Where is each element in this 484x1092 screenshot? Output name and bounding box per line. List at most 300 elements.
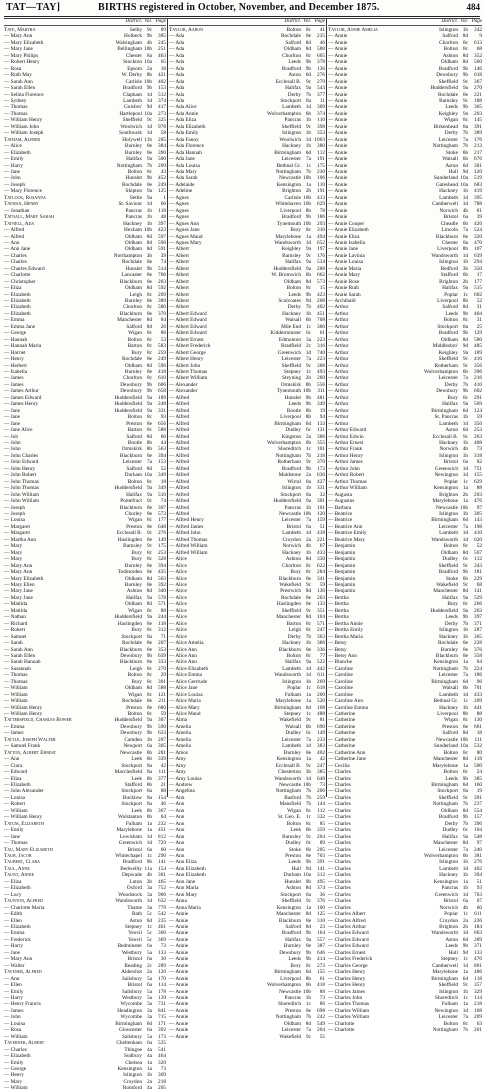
entry-page: 144: [317, 801, 325, 808]
entry-volume: 9b: [462, 330, 468, 337]
entry-page: 622: [317, 562, 325, 569]
entry-volume: 9a: [463, 285, 468, 292]
entry-volume: 1b: [146, 214, 152, 221]
entry-volume: 9a: [306, 265, 311, 272]
entry-district: Sunderland: [433, 175, 458, 182]
entry-volume: 8c: [147, 678, 152, 685]
entry-volume: 8d: [305, 1020, 311, 1027]
entry-district: Salford: [442, 304, 458, 311]
entry-page: 189: [158, 394, 166, 401]
entry-district: Manchester: [117, 317, 142, 324]
entry-page: 613: [474, 39, 482, 46]
entry-page: 232: [158, 820, 166, 827]
entry-district: Blackburn: [119, 659, 142, 666]
entry-page: 121: [158, 691, 166, 698]
entry-district: Sheffield: [438, 794, 458, 801]
entry-name: — Ada: [169, 78, 185, 85]
entry-volume: 4b: [462, 446, 468, 453]
entry-page: 136: [317, 65, 325, 72]
entry-page: 386: [317, 640, 325, 647]
entry-volume: 8d: [462, 756, 468, 763]
entry-name: — Arthur: [328, 369, 349, 376]
entry-page: 59: [476, 414, 482, 421]
entry-volume: 8c: [147, 549, 152, 556]
entry-volume: 8d: [305, 39, 311, 46]
entry-name: — Mary Ann: [4, 956, 33, 963]
entry-district: Tynemouth: [276, 220, 301, 227]
entry-name: — Eliza: [4, 878, 22, 885]
entry-name: — Samuel: [4, 633, 27, 640]
entry-volume: 8e: [147, 646, 152, 653]
entry-name: — Beatrice: [328, 517, 353, 524]
entry-name: — Charles: [328, 840, 351, 847]
entry-name: — Thomas: [4, 678, 28, 685]
entry-page: 549: [317, 1020, 325, 1027]
entry-page: 662: [317, 272, 325, 279]
column-header: [328, 19, 482, 26]
entry-volume: 6d: [305, 420, 311, 427]
entry-district: Leek: [131, 756, 142, 763]
entry-page: 205: [317, 846, 325, 853]
entry-district: Hunslet: [125, 265, 142, 272]
entry-page: 73: [476, 446, 482, 453]
entry-district: Oldham: [124, 362, 142, 369]
entry-page: 88: [476, 485, 482, 492]
entry-volume: 7a: [463, 227, 468, 234]
entry-name: — Alice: [169, 633, 187, 640]
entry-page: 88: [160, 607, 166, 614]
entry-volume: 1b: [146, 736, 152, 743]
entry-volume: 6d: [305, 704, 311, 711]
entry-volume: 1b: [146, 1072, 152, 1079]
entry-name: — Clara: [4, 762, 23, 769]
entry-volume: 6b: [462, 575, 468, 582]
entry-page: 556: [317, 381, 325, 388]
entry-page: 629: [474, 478, 482, 485]
entry-page: 369: [158, 1072, 166, 1079]
entry-volume: 1b: [462, 988, 468, 995]
entry-volume: 7b: [462, 143, 468, 150]
entry-name: — Ada: [169, 39, 185, 46]
entry-page: 376: [474, 646, 482, 653]
entry-name: — Ann: [4, 975, 20, 982]
entry-name: — Charles Henry: [328, 982, 366, 989]
entry-volume: 8e: [147, 504, 152, 511]
entry-name: — Ada Hannah: [169, 149, 202, 156]
entry-name: — Alfred: [169, 427, 190, 434]
entry-district: Hackney: [282, 143, 301, 150]
entry-district: Birmingham: [274, 704, 301, 711]
table-row: [328, 1027, 482, 1033]
entry-page: 96: [476, 678, 482, 685]
entry-volume: 8e: [147, 523, 152, 530]
entry-volume: 4b: [305, 543, 311, 550]
entry-name: — Bertha Maria: [328, 633, 363, 640]
entry-volume: 8c: [147, 304, 152, 311]
entry-district: Bury: [447, 601, 458, 608]
entry-name: — Alfred: [169, 414, 190, 421]
entry-volume: 8a: [306, 478, 311, 485]
entry-page: 305: [158, 743, 166, 750]
entry-volume: 9c: [463, 78, 468, 85]
entry-district: Bedwellty: [120, 865, 142, 872]
entry-volume: 7b: [305, 801, 311, 808]
entry-name: — Ada Sarah: [169, 175, 198, 182]
entry-page: 242: [317, 1014, 325, 1021]
entry-district: Dewsbury: [120, 723, 142, 730]
entry-district: Rotherham: [277, 459, 301, 466]
entry-name: — William: [4, 807, 28, 814]
entry-page: 218: [474, 1001, 482, 1008]
entry-page: 61: [319, 975, 325, 982]
entry-district: Keighley: [438, 110, 458, 117]
entry-name: — Alice: [169, 620, 187, 627]
entry-district: Wandsworth: [274, 672, 301, 679]
entry-name: — Alfred: [169, 446, 190, 453]
entry-name: Taylor, Annie Amelia: [328, 27, 378, 33]
entry-district: Hartlepool: [119, 110, 142, 117]
entry-name: — Albert: [169, 298, 189, 305]
entry-district: Salford: [442, 730, 458, 737]
entry-volume: 10b: [303, 988, 311, 995]
entry-district: Aston: [288, 72, 301, 79]
entry-page: 349: [158, 485, 166, 492]
entry-page: 44: [160, 440, 166, 446]
entry-district: Leicester: [281, 156, 301, 163]
entry-district: Islington: [439, 859, 458, 866]
entry-name: — Annie Louisa: [328, 259, 364, 266]
entry-district: Rochdale: [280, 33, 301, 40]
entry-page: 114: [158, 982, 166, 989]
entry-name: — Blanche: [328, 659, 352, 666]
entry-volume: 4b: [462, 207, 468, 214]
entry-district: Sheffield: [438, 356, 458, 363]
entry-name: — Henry Francis: [4, 1001, 41, 1008]
entry-volume: 1d: [305, 672, 311, 679]
entry-volume: 6b: [305, 723, 311, 730]
entry-page: 371: [474, 620, 482, 627]
entry-district: Pancras: [125, 214, 142, 221]
entry-name: — Alfred Henry: [169, 517, 204, 524]
entry-name: — Amelia: [169, 730, 191, 737]
entry-district: Oxford: [126, 885, 142, 892]
entry-name: — Elizabeth: [4, 1053, 31, 1060]
entry-volume: 7b: [462, 1027, 468, 1034]
entry-name: — Alfred John: [169, 530, 201, 537]
entry-volume: 10b: [144, 227, 152, 234]
entry-name: Taul, Anne: [4, 865, 30, 872]
entry-page: 355: [317, 440, 325, 446]
entry-volume: 1c: [463, 478, 468, 485]
entry-district: Chester: [125, 52, 142, 59]
entry-volume: 9c: [306, 607, 311, 614]
entry-page: 216: [474, 375, 482, 382]
entry-name: — Annie: [328, 104, 348, 111]
entry-volume: 7a: [306, 517, 311, 524]
entry-district: Rochdale: [280, 594, 301, 601]
entry-volume: 5a: [147, 949, 152, 956]
entry-district: Headington: [117, 1007, 142, 1014]
entry-volume: 9b: [305, 930, 311, 937]
entry-page: 414: [317, 956, 325, 963]
entry-volume: 8c: [147, 427, 152, 434]
entry-volume: 7b: [305, 452, 311, 459]
entry-volume: 8c: [147, 349, 152, 356]
entry-name: — Ann: [169, 814, 185, 821]
entry-name: — Ada Jane: [169, 156, 195, 163]
entry-name: — Elizabeth: [4, 291, 31, 298]
entry-name: — Agnes Ann: [169, 220, 200, 227]
entry-page: 596: [158, 362, 166, 369]
entry-district: Depwade: [121, 872, 142, 879]
entry-volume: 8a: [463, 323, 468, 330]
entry-page: 106: [317, 175, 325, 182]
entry-district: Oldham: [124, 233, 142, 240]
entry-page: 112: [474, 556, 482, 563]
entry-name: — Betsy: [328, 646, 347, 653]
entry-name: — Ann: [4, 756, 20, 763]
entry-name: — Robert: [4, 627, 26, 634]
entry-page: 114: [474, 994, 482, 1001]
entry-page: 63: [476, 1020, 482, 1027]
entry-page: 369: [317, 104, 325, 111]
entry-name: — Emma: [4, 723, 25, 730]
entry-district: Aston: [445, 936, 458, 943]
entry-name: — Arthur: [328, 362, 349, 369]
entry-page: 68: [476, 581, 482, 588]
entry-volume: 8c: [147, 665, 152, 672]
entry-page: 419: [474, 188, 482, 195]
entry-district: Halifax: [442, 833, 458, 840]
entry-page: 330: [317, 556, 325, 563]
entry-name: — Alice: [169, 614, 187, 621]
column-header-name: [4, 19, 98, 25]
entry-name: — Annie Ruth: [328, 285, 359, 292]
entry-district: Newcastle: [119, 749, 142, 756]
entry-district: Blackburn: [119, 646, 142, 653]
entry-name: — Ann Mary: [169, 891, 198, 898]
entry-volume: 8c: [463, 1020, 468, 1027]
entry-volume: 9c: [306, 833, 311, 840]
entry-name: — Ada Florence: [169, 143, 205, 150]
entry-name: — Annie Sarah: [328, 291, 361, 298]
entry-page: 251: [158, 46, 166, 53]
entry-volume: 6b: [305, 440, 311, 446]
entry-page: 82: [476, 459, 482, 466]
entry-name: — Walter: [4, 962, 25, 969]
entry-volume: 2a: [147, 1078, 152, 1085]
entry-page: 141: [474, 588, 482, 595]
entry-district: Walsall: [285, 723, 301, 730]
entry-volume: 9a: [147, 194, 152, 201]
entry-volume: 9b: [146, 381, 152, 388]
entry-name: — Alice Ann: [169, 646, 197, 653]
entry-page: 563: [158, 446, 166, 453]
entry-volume: 8e: [463, 91, 468, 98]
entry-volume: 8c: [306, 562, 311, 569]
entry-district: Leicester: [438, 375, 458, 382]
entry-name: — Nathan: [4, 614, 26, 621]
entry-name: — Annie: [169, 930, 189, 937]
entry-volume: 8c: [306, 227, 311, 234]
entry-page: 481: [317, 394, 325, 401]
entry-page: 133: [317, 601, 325, 608]
entry-district: Blackburn: [278, 575, 301, 582]
entry-district: Islington: [282, 130, 301, 137]
entry-page: 486: [474, 969, 482, 976]
entry-page: 365: [474, 104, 482, 111]
entry-name: — Charles: [328, 801, 351, 808]
entry-name: — Charles: [328, 807, 351, 814]
entry-page: 636: [317, 472, 325, 479]
entry-district: Wandsworth: [431, 252, 458, 259]
entry-page: 175: [158, 543, 166, 550]
entry-volume: 2b: [462, 278, 468, 285]
entry-name: — Ada: [169, 59, 185, 66]
entry-volume: 1a: [147, 1059, 152, 1066]
entry-name: — Annie: [328, 201, 348, 208]
entry-district: Leek: [290, 827, 301, 834]
entry-page: 433: [474, 691, 482, 698]
entry-district: Huddersfield: [430, 85, 458, 92]
entry-name: — Ellen: [4, 917, 22, 924]
entry-name: — Annie: [169, 943, 189, 950]
entry-volume: 6a: [147, 1040, 152, 1047]
entry-name: — Arthur: [328, 304, 349, 311]
entry-page: 343: [474, 562, 482, 569]
entry-district: Wakefield: [279, 581, 301, 588]
entry-page: 41: [319, 27, 325, 33]
entry-page: 629: [317, 201, 325, 208]
entry-volume: 9b: [462, 310, 468, 317]
entry-page: 353: [317, 130, 325, 137]
entry-district: Norwich: [282, 543, 301, 550]
entry-volume: 8d: [146, 285, 152, 292]
entry-page: 120: [158, 969, 166, 976]
entry-name: — Arthur: [328, 375, 349, 382]
entry-district: Hackney: [123, 220, 142, 227]
entry-district: Walsall: [442, 156, 458, 163]
entry-volume: 1c: [306, 323, 311, 330]
entry-page: 203: [474, 110, 482, 117]
entry-name: — Amy: [169, 756, 186, 763]
page-header: [6, 2, 480, 16]
entry-district: Preston: [126, 523, 142, 530]
entry-name: — Charles Henry: [328, 975, 366, 982]
entry-volume: 8d: [146, 685, 152, 692]
entry-name: — Charles John: [328, 994, 363, 1001]
entry-page: 529: [474, 594, 482, 601]
entry-volume: 8a: [463, 123, 468, 130]
entry-page: 494: [317, 233, 325, 240]
entry-district: Burnley: [124, 298, 142, 305]
entry-page: 177: [158, 517, 166, 524]
entry-page: 316: [317, 343, 325, 350]
entry-district: Halifax: [126, 491, 142, 498]
entry-volume: 9b: [146, 859, 152, 866]
entry-name: — John: [4, 446, 21, 453]
entry-district: Newington: [434, 472, 458, 479]
column-header-vol: Vol.: [303, 19, 311, 24]
entry-volume: 9d: [305, 865, 311, 872]
entry-district: Halifax: [285, 85, 301, 92]
entry-volume: 1c: [463, 291, 468, 298]
entry-name: — Alfred: [169, 472, 190, 479]
entry-volume: 6d: [462, 162, 468, 169]
entry-district: Bedford: [440, 265, 458, 272]
entry-district: Leeds: [445, 104, 458, 111]
entry-name: Taunt, Annie: [4, 872, 35, 879]
entry-district: Chorlton: [282, 52, 301, 59]
entry-district: Burnley: [124, 149, 142, 156]
entry-name: — Mary Jane: [4, 588, 33, 595]
entry-page: 191: [317, 188, 325, 195]
entry-name: — Bertha: [328, 601, 349, 608]
entry-district: Stockport: [437, 788, 458, 795]
entry-volume: 10b: [303, 201, 311, 208]
entry-district: Wycombe: [120, 1001, 142, 1008]
entry-name: — Charles James: [328, 988, 366, 995]
entry-volume: 9c: [463, 362, 468, 369]
entry-page: 310: [317, 227, 325, 234]
entry-page: 73: [160, 1065, 166, 1072]
entry-district: Bury: [131, 556, 142, 563]
entry-district: Hexham: [124, 227, 142, 234]
entry-page: 1: [163, 194, 166, 201]
entry-volume: 9c: [306, 717, 311, 724]
entry-page: 427: [317, 478, 325, 485]
entry-district: Ecclesall B.: [275, 762, 301, 769]
entry-name: — Charles: [328, 827, 351, 834]
entry-district: Woodstock: [118, 891, 142, 898]
entry-name: — Jane: [4, 420, 21, 427]
entry-page: 331: [158, 407, 166, 414]
entry-volume: 8d: [305, 588, 311, 595]
entry-name: — James Edward: [4, 394, 42, 401]
entry-district: Bristol: [127, 846, 142, 853]
entry-volume: 8e: [147, 369, 152, 376]
entry-district: Leicester: [122, 459, 142, 466]
entry-name: — Thomas: [4, 104, 28, 111]
entry-page: 369: [158, 936, 166, 943]
entry-name: — Emily: [4, 1059, 24, 1066]
entry-district: Blackburn: [278, 646, 301, 653]
entry-name: — Annie Eliza: [328, 233, 360, 240]
entry-volume: 8c: [147, 336, 152, 343]
entry-volume: 8d: [146, 601, 152, 608]
entry-district: Bolton: [443, 1020, 458, 1027]
entry-district: Greenwich: [118, 840, 142, 847]
entry-name: — Benjamin: [328, 575, 356, 582]
entry-name: — William John: [4, 123, 40, 130]
entry-district: Lambeth: [282, 530, 301, 537]
entry-name: — Harriet: [4, 349, 26, 356]
entry-name: — Alice Ann: [169, 652, 197, 659]
entry-name: — Alfred James: [169, 523, 204, 530]
entry-name: — Bertha Emily: [328, 627, 364, 634]
entry-name: — Mary Elizabeth: [4, 575, 44, 582]
entry-name: — Martha Ann: [4, 536, 37, 543]
entry-district: Nottingham: [116, 162, 142, 169]
entry-volume: 9b: [305, 291, 311, 298]
entry-name: — Ada: [169, 91, 185, 98]
entry-name: — Alice Amelia: [169, 640, 204, 647]
entry-volume: 9a: [306, 659, 311, 666]
entry-page: 386: [317, 433, 325, 440]
entry-page: 633: [158, 730, 166, 737]
entry-volume: 6a: [463, 898, 468, 905]
entry-page: 583: [158, 343, 166, 350]
